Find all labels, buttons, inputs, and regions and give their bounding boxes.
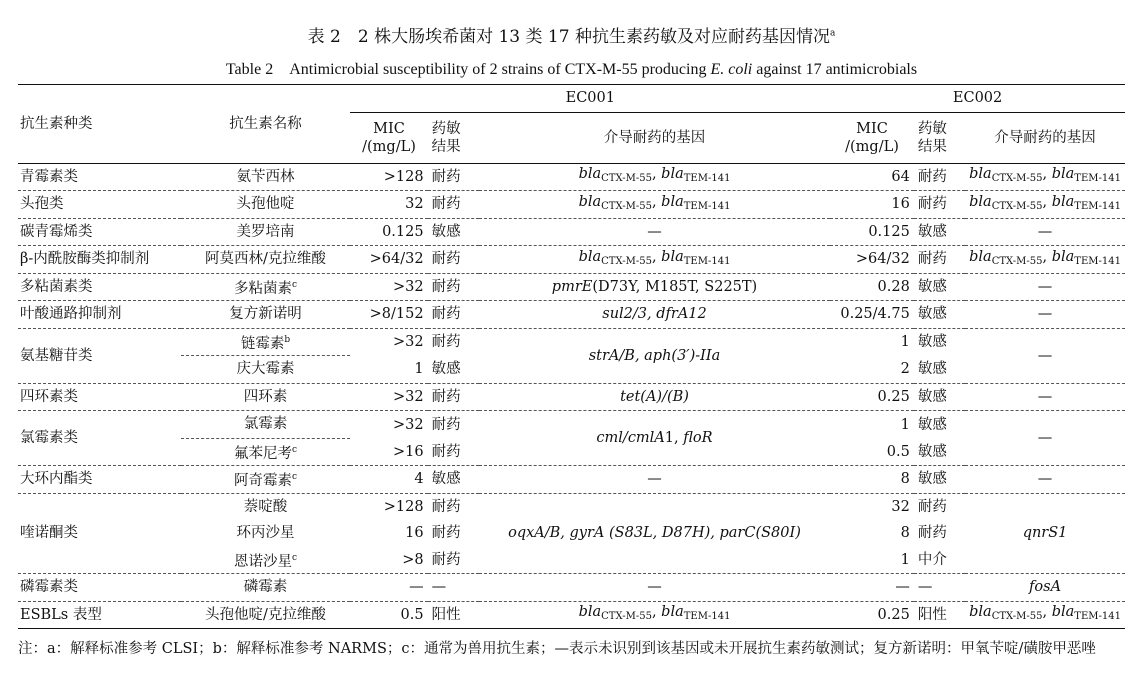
gene-cell: bla$_{CTX-M-55}$, bla$_{TEM-141}$ (965, 191, 1125, 219)
gene-cell: bla$_{CTX-M-55}$, bla$_{TEM-141}$ (479, 246, 830, 274)
header-mic-2: MIC /(mg/L) (845, 120, 899, 155)
header-ec001: EC001 (350, 85, 830, 113)
gene-cell: bla$_{CTX-M-55}$, bla$_{TEM-141}$ (965, 601, 1125, 629)
header-ec002: EC002 (830, 85, 1125, 113)
gene-cell: bla$_{CTX-M-55}$, bla$_{TEM-141}$ (965, 246, 1125, 274)
table-row: 恩诺沙星$^c$ >8 耐药 1 中介 (233, 551, 947, 570)
table-row: ESBLs 表型 头孢他啶/克拉维酸 0.5 阳性 bla$_{CTX-M-55}$, bla$_{TEM-141}$ 0.25 阳性 bla$_{CTX-M-55}$, bla$_{TEM-141}$ (18, 601, 1125, 629)
table-caption-en: Table 2 Antimicrobial susceptibility of 2 strains of CTX-M-55 producing E. coli against 17 antimicrobials (225, 61, 918, 78)
header-result-2: 药敏 结果 (917, 120, 947, 155)
header-gene-2: 介导耐药的基因 (994, 129, 1096, 146)
table-caption-zh: 表 2 2 株大肠埃希菌对 13 类 17 种抗生素药敏及对应耐药基因情况$^a$ (307, 27, 836, 47)
header-gene-1: 介导耐药的基因 (603, 129, 706, 146)
gene-cell: cml/cmlA1, floR (479, 411, 830, 466)
table-row: 喹诺酮类 萘啶酸 >128 耐药 oqxA/B, gyrA (S83L, D87H), parC(S80I) 32 耐药 qnrS1 (18, 493, 1125, 520)
gene-cell: pmrE(D73Y, M185T, S225T) (479, 273, 830, 301)
table-footnote: 注：a：解释标准参考 CLSI；b：解释标准参考 NARMS；c：通常为兽用抗生素；—表示未识别到该基因或未开展抗生素药敏测试；复方新诺明：甲氧苄啶/磺胺甲恶唑 (18, 641, 1096, 657)
table-row: 大环内酯类 阿奇霉素$^c$ 4 敏感 — 8 敏感 — (18, 466, 1125, 494)
table-row: 多粘菌素类 多粘菌素$^c$ >32 耐药 pmrE(D73Y, M185T, S225T) 0.28 敏感 — (18, 273, 1125, 301)
gene-cell: bla$_{CTX-M-55}$, bla$_{TEM-141}$ (479, 191, 830, 219)
table-row: 青霉素类 氨苄西林 >128 耐药 bla$_{CTX-M-55}$, bla$_{TEM-141}$ 64 耐药 bla$_{CTX-M-55}$, bla$_{TEM-141}$ (18, 163, 1125, 191)
header-row-1 (18, 85, 1125, 113)
susceptibility-table (18, 84, 1125, 629)
gene-cell: bla$_{CTX-M-55}$, bla$_{TEM-141}$ (479, 163, 830, 191)
gene-cell: bla$_{CTX-M-55}$, bla$_{TEM-141}$ (479, 601, 830, 629)
table-row: 庆大霉素 1 敏感 2 敏感 (18, 356, 1125, 384)
table-row: 氟苯尼考$^c$ >16 耐药 0.5 敏感 (18, 438, 1125, 466)
table-row: 环丙沙星 16 耐药 8 耐药 (236, 525, 947, 542)
table-row: 头孢类 头孢他啶 32 耐药 bla$_{CTX-M-55}$, bla$_{TEM-141}$ 16 耐药 bla$_{CTX-M-55}$, bla$_{TEM-141}$ (18, 191, 1125, 219)
header-class: 抗生素种类 (18, 85, 181, 164)
header-name: 抗生素名称 (181, 85, 351, 164)
table-row: 叶酸通路抑制剂 复方新诺明 >8/152 耐药 sul2/3, dfrA12 0.25/4.75 敏感 — (18, 301, 1125, 329)
table-row: 碳青霉烯类 美罗培南 0.125 敏感 — 0.125 敏感 — (18, 218, 1125, 246)
table-row: 四环素类 四环素 >32 耐药 tet(A)/(B) 0.25 敏感 — (18, 383, 1125, 411)
table-row: 氨基糖苷类 链霉素$^b$ >32 耐药 strA/B, aph(3′)-IIa 1 敏感 — (18, 328, 1125, 356)
table-row: 氯霉素类 氯霉素 >32 耐药 cml/cmlA1, floR 1 敏感 — (18, 411, 1125, 439)
table-row: 磷霉素类 磷霉素 — — — — — fosA (18, 574, 1125, 602)
gene-cell: bla$_{CTX-M-55}$, bla$_{TEM-141}$ (965, 163, 1125, 191)
header-mic-1: MIC /(mg/L) (362, 120, 416, 155)
table-row: β-内酰胺酶类抑制剂 阿莫西林/克拉维酸 >64/32 耐药 bla$_{CTX-M-55}$, bla$_{TEM-141}$ >64/32 耐药 bla$_{CTX-M-55}$, bla$_{TEM-141}$ (18, 246, 1125, 274)
header-result-1: 药敏 结果 (431, 120, 461, 155)
